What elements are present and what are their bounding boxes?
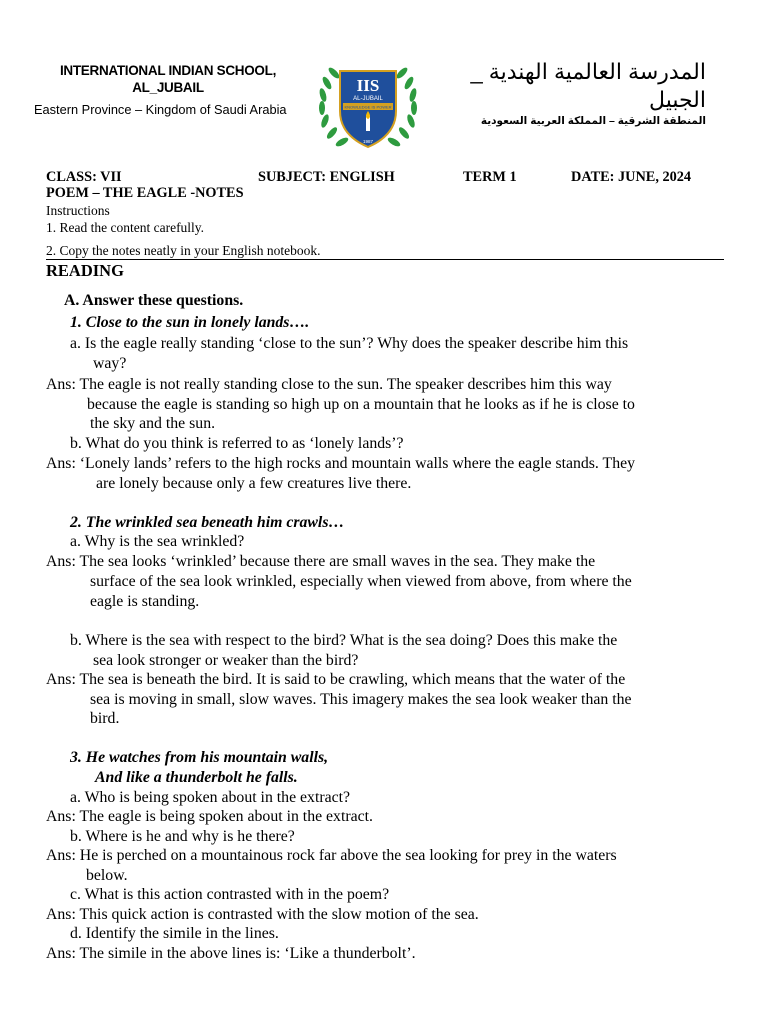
q3-b-answer: Ans: He is perched on a mountainous rock far above the sea looking for prey in the waters [46, 847, 617, 864]
instruction-2: 2. Copy the notes neatly in your English notebook. [46, 243, 321, 258]
instruction-1: 1. Read the content carefully. [46, 220, 205, 235]
q3-b-question: b. Where is he and why is he there? [70, 828, 295, 845]
q1-title: 1. Close to the sun in lonely lands…. [70, 314, 310, 331]
q1-a-answer: Ans: The eagle is not really standing close to the sun. The speaker describes him this way [46, 376, 612, 393]
date-label: DATE: JUNE, 2024 [571, 169, 692, 185]
q2-title: 2. The wrinkled sea beneath him crawls… [70, 514, 345, 531]
q2-a-question: a. Why is the sea wrinkled? [70, 533, 245, 550]
svg-text:KNOWLEDGE IS POWER: KNOWLEDGE IS POWER [344, 104, 392, 110]
q3-c-question: c. What is this action contrasted with in the poem? [70, 886, 390, 903]
q1-a-question-cont: way? [93, 355, 127, 372]
notes-title: POEM – THE EAGLE -NOTES [46, 185, 244, 201]
q3-d-answer: Ans: The simile in the above lines is: ‘Like a thunderbolt’. [46, 945, 416, 962]
school-name-arabic-block [416, 58, 706, 128]
q2-a-answer: Ans: The sea looks ‘wrinkled’ because there are small waves in the sea. They make the [46, 553, 596, 570]
term-label: TERM 1 [463, 169, 517, 185]
school-region-arabic: المنطقة الشرقية – المملكة العربية السعودية [480, 115, 706, 127]
q2-b-answer-cont: sea is moving in small, slow waves. This imagery makes the sea look weaker than the [90, 691, 632, 708]
q3-title: 3. He watches from his mountain walls, [70, 749, 329, 766]
school-name-block [34, 62, 302, 118]
q2-b-question: b. Where is the sea with respect to the bird? What is the sea doing? Does this make the [70, 632, 618, 649]
header-divider [46, 259, 724, 260]
q1-b-answer-cont: are lonely because only a few creatures live there. [96, 475, 412, 492]
school-region: Eastern Province – Kingdom of Saudi Arabia [34, 102, 287, 117]
q1-a-question: a. Is the eagle really standing ‘close to the sun’? Why does the speaker describe him this [70, 335, 629, 352]
q2-b-answer-cont: bird. [90, 710, 120, 727]
svg-text:AL-JUBAIL: AL-JUBAIL [353, 96, 383, 102]
q2-b-question-cont: sea look stronger or weaker than the bird? [93, 652, 359, 669]
q2-a-answer-cont: eagle is standing. [90, 593, 200, 610]
q1-b-answer: Ans: ‘Lonely lands’ refers to the high rocks and mountain walls where the eagle stands. They [46, 455, 636, 472]
q3-d-question: d. Identify the simile in the lines. [70, 925, 279, 942]
q2-b-answer: Ans: The sea is beneath the bird. It is said to be crawling, which means that the water of the [46, 671, 626, 688]
q1-a-answer-cont: because the eagle is standing so high up on a mountain that he looks as if he is close to [87, 396, 635, 413]
q2-a-answer-cont: surface of the sea look wrinkled, especially when viewed from above, from where the [90, 573, 632, 590]
school-name-line2: AL_JUBAIL [132, 80, 204, 95]
subject-label: SUBJECT: ENGLISH [258, 169, 395, 185]
q1-b-question: b. What do you think is referred to as ‘lonely lands’? [70, 435, 404, 452]
school-name-line1: INTERNATIONAL INDIAN SCHOOL, [59, 63, 277, 78]
q1-a-answer-cont: the sky and the sun. [90, 415, 216, 432]
q3-c-answer: Ans: This quick action is contrasted with the slow motion of the sea. [46, 906, 479, 923]
section-a-heading: A. Answer these questions. [64, 292, 244, 309]
instructions-heading: Instructions [46, 203, 110, 218]
q3-title-cont: And like a thunderbolt he falls. [95, 769, 298, 786]
q3-a-question: a. Who is being spoken about in the extract? [70, 789, 351, 806]
reading-heading: READING [46, 261, 124, 280]
school-logo [313, 53, 423, 153]
q3-a-answer: Ans: The eagle is being spoken about in the extract. [46, 808, 373, 825]
svg-text:1987: 1987 [362, 139, 374, 144]
school-name-arabic: المدرسة العالمية الهندية _ الجبيل [470, 59, 706, 112]
class-label: CLASS: VII [46, 169, 122, 185]
svg-text:IIS: IIS [356, 76, 380, 95]
q3-b-answer-cont: below. [86, 867, 128, 884]
